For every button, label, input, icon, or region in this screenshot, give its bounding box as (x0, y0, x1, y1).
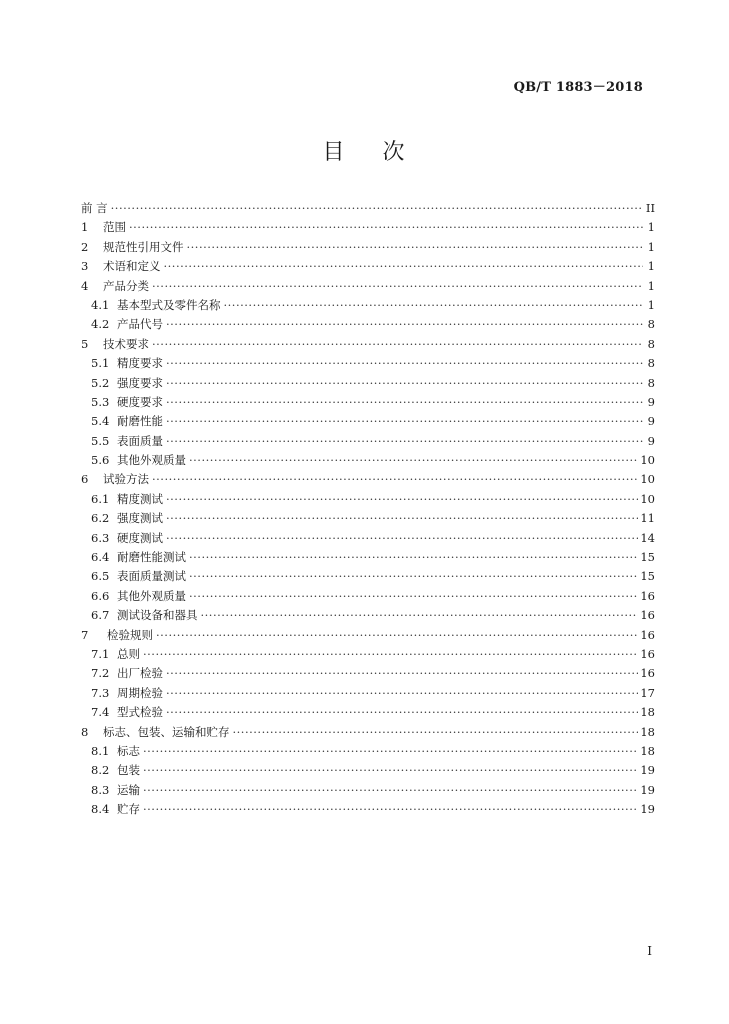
toc-entry-label: 规范性引用文件 (103, 239, 184, 254)
toc-entry-label: 技术要求 (103, 336, 149, 351)
toc-entry[interactable] (81, 433, 655, 452)
toc-entry[interactable] (81, 413, 655, 432)
toc-entry-page: 19 (640, 782, 655, 797)
toc-entry[interactable] (81, 471, 655, 490)
toc-entry-label: 型式检验 (117, 705, 163, 720)
toc-entry-label: 表面质量测试 (117, 569, 186, 584)
toc-entry-label: 运输 (117, 782, 140, 797)
toc-entry-label: 术语和定义 (103, 259, 161, 274)
toc-leader-dots (143, 763, 638, 777)
page-title (0, 135, 729, 166)
toc-entry-page: 9 (647, 433, 655, 448)
toc-entry[interactable] (81, 530, 655, 549)
toc-leader-dots (224, 298, 644, 312)
toc-entry[interactable] (81, 724, 655, 743)
toc-entry-label: 精度测试 (117, 491, 163, 506)
toc-leader-dots (111, 201, 643, 215)
toc-entry[interactable] (81, 665, 655, 684)
toc-entry-page: 16 (640, 666, 655, 681)
toc-entry-number: 6 (81, 472, 89, 487)
toc-entry-page: 17 (640, 685, 655, 700)
toc-leader-dots (166, 511, 638, 525)
toc-entry-label: 产品分类 (103, 278, 149, 293)
toc-entry-label: 出厂检验 (117, 666, 163, 681)
title-char-1: 目 (322, 140, 347, 165)
toc-entry-number: 8.2 (91, 763, 110, 778)
toc-entry-number: 6.4 (91, 550, 110, 565)
toc-entry-page: 1 (647, 297, 655, 312)
toc-entry-label: 贮存 (117, 802, 140, 817)
toc-entry-number: 6.3 (91, 530, 110, 545)
toc-entry[interactable] (81, 316, 655, 335)
toc-entry[interactable] (81, 297, 655, 316)
toc-entry[interactable] (81, 355, 655, 374)
toc-entry-label: 耐磨性能测试 (117, 550, 186, 565)
toc-leader-dots (166, 686, 638, 700)
toc-entry[interactable] (81, 762, 655, 781)
toc-entry[interactable] (81, 258, 655, 277)
toc-entry[interactable] (81, 239, 655, 258)
toc-entry-label: 试验方法 (103, 472, 149, 487)
toc-entry-number: 7.3 (91, 685, 110, 700)
toc-entry[interactable] (81, 646, 655, 665)
toc-leader-dots (166, 666, 638, 680)
table-of-contents (81, 200, 655, 821)
toc-entry-number: 5.6 (91, 453, 110, 468)
toc-leader-dots (233, 725, 639, 739)
toc-entry-number: 6.6 (91, 588, 110, 603)
toc-entry-page: 1 (647, 220, 655, 235)
toc-entry-page: 16 (640, 627, 655, 642)
toc-entry-label: 周期检验 (117, 685, 163, 700)
toc-entry-label: 硬度要求 (117, 394, 163, 409)
toc-entry-label: 产品代号 (117, 317, 163, 332)
toc-entry-number: 2 (81, 239, 89, 254)
toc-leader-dots (164, 259, 644, 273)
toc-leader-dots (166, 395, 643, 409)
toc-leader-dots (166, 356, 643, 370)
toc-leader-dots (152, 337, 643, 351)
toc-entry-number: 6.5 (91, 569, 110, 584)
toc-entry-label: 基本型式及零件名称 (117, 297, 221, 312)
toc-entry-number: 5.1 (91, 356, 110, 371)
toc-entry-label: 精度要求 (117, 356, 163, 371)
toc-entry-page: 1 (647, 239, 655, 254)
toc-entry-number: 7.4 (91, 705, 110, 720)
toc-leader-dots (166, 434, 643, 448)
toc-entry-page: 8 (647, 356, 655, 371)
toc-entry-number: 7.1 (91, 646, 110, 661)
toc-entry[interactable] (81, 549, 655, 568)
toc-entry-page: 16 (640, 608, 655, 623)
standard-code: QB/T 1883－2018 (513, 80, 643, 95)
toc-entry-page: II (645, 201, 655, 215)
toc-entry[interactable] (81, 801, 655, 820)
toc-entry-page: 1 (647, 278, 655, 293)
title-char-2: 次 (382, 140, 407, 165)
toc-entry-page: 10 (640, 453, 655, 468)
toc-entry-number: 7.2 (91, 666, 110, 681)
toc-entry[interactable] (81, 278, 655, 297)
toc-entry[interactable] (81, 743, 655, 762)
toc-leader-dots (166, 705, 638, 719)
toc-leader-dots (166, 492, 638, 506)
toc-leader-dots (152, 472, 638, 486)
toc-leader-dots (166, 414, 643, 428)
toc-entry-page: 15 (640, 569, 655, 584)
toc-entry-number: 6.2 (91, 511, 110, 526)
toc-entry-number: 1 (81, 220, 89, 235)
toc-entry-number: 5.3 (91, 394, 110, 409)
toc-entry-label: 其他外观质量 (117, 453, 186, 468)
toc-leader-dots (143, 783, 638, 797)
toc-entry-label: 标志 (117, 743, 140, 758)
toc-entry-number: 5 (81, 336, 89, 351)
toc-entry[interactable] (81, 200, 655, 219)
toc-entry-label: 检验规则 (107, 627, 153, 642)
toc-entry-label: 强度要求 (117, 375, 163, 390)
toc-entry-page: 18 (640, 743, 655, 758)
toc-entry-label: 范围 (103, 220, 126, 235)
toc-entry-number: 8.1 (91, 743, 110, 758)
toc-entry[interactable] (81, 627, 655, 646)
toc-entry-page: 8 (647, 336, 655, 351)
toc-entry[interactable] (81, 219, 655, 238)
toc-entry[interactable] (81, 394, 655, 413)
toc-entry-label: 耐磨性能 (117, 414, 163, 429)
toc-entry-number: 4.2 (91, 317, 110, 332)
toc-entry[interactable] (81, 588, 655, 607)
toc-entry[interactable] (81, 491, 655, 510)
toc-leader-dots (152, 279, 643, 293)
toc-entry-number: 8.4 (91, 802, 110, 817)
toc-entry-number: 3 (81, 259, 89, 274)
toc-entry[interactable] (81, 782, 655, 801)
toc-leader-dots (189, 589, 638, 603)
toc-entry-number: 4 (81, 278, 89, 293)
toc-entry[interactable] (81, 510, 655, 529)
toc-entry-page: 15 (640, 550, 655, 565)
toc-entry-label: 标志、包装、运输和贮存 (103, 724, 230, 739)
toc-entry-number: 4.1 (91, 297, 110, 312)
toc-entry-page: 16 (640, 646, 655, 661)
toc-entry[interactable] (81, 685, 655, 704)
toc-entry-page: 9 (647, 414, 655, 429)
toc-entry[interactable] (81, 375, 655, 394)
toc-entry-number: 6.1 (91, 491, 110, 506)
toc-leader-dots (189, 569, 638, 583)
toc-leader-dots (143, 802, 638, 816)
toc-entry-page: 8 (647, 375, 655, 390)
toc-leader-dots (166, 376, 643, 390)
toc-leader-dots (201, 608, 639, 622)
footer-page-number: I (647, 944, 652, 958)
toc-leader-dots (166, 317, 643, 331)
toc-leader-dots (143, 647, 638, 661)
toc-entry-page: 11 (640, 511, 655, 526)
toc-entry-page: 19 (640, 763, 655, 778)
toc-entry-number: 7 (81, 627, 89, 642)
toc-entry-page: 8 (647, 317, 655, 332)
toc-leader-dots (189, 453, 638, 467)
toc-leader-dots (156, 628, 638, 642)
toc-leader-dots (187, 240, 644, 254)
toc-entry[interactable] (81, 704, 655, 723)
toc-entry-page: 19 (640, 802, 655, 817)
toc-entry-label: 表面质量 (117, 433, 163, 448)
toc-entry[interactable] (81, 336, 655, 355)
toc-entry[interactable] (81, 607, 655, 626)
toc-entry-number: 6.7 (91, 608, 110, 623)
toc-entry-number: 8 (81, 724, 89, 739)
toc-entry-number: 8.3 (91, 782, 110, 797)
toc-entry-label: 测试设备和器具 (117, 608, 198, 623)
toc-entry-page: 16 (640, 588, 655, 603)
toc-entry-page: 18 (640, 724, 655, 739)
toc-entry-page: 1 (647, 259, 655, 274)
toc-entry-page: 9 (647, 394, 655, 409)
toc-entry-label: 硬度测试 (117, 530, 163, 545)
toc-entry[interactable] (81, 568, 655, 587)
toc-entry-page: 10 (640, 472, 655, 487)
toc-entry-page: 10 (640, 491, 655, 506)
toc-entry-page: 14 (640, 530, 655, 545)
toc-leader-dots (143, 744, 638, 758)
toc-entry-label: 包装 (117, 763, 140, 778)
toc-entry-label: 总则 (117, 646, 140, 661)
toc-entry-label: 前 言 (81, 201, 108, 215)
toc-leader-dots (189, 550, 638, 564)
toc-entry-number: 5.5 (91, 433, 110, 448)
toc-entry[interactable] (81, 452, 655, 471)
toc-entry-label: 强度测试 (117, 511, 163, 526)
toc-entry-page: 18 (640, 705, 655, 720)
toc-entry-label: 其他外观质量 (117, 588, 186, 603)
toc-entry-number: 5.4 (91, 414, 110, 429)
toc-leader-dots (166, 531, 638, 545)
toc-entry-number: 5.2 (91, 375, 110, 390)
toc-leader-dots (129, 220, 643, 234)
